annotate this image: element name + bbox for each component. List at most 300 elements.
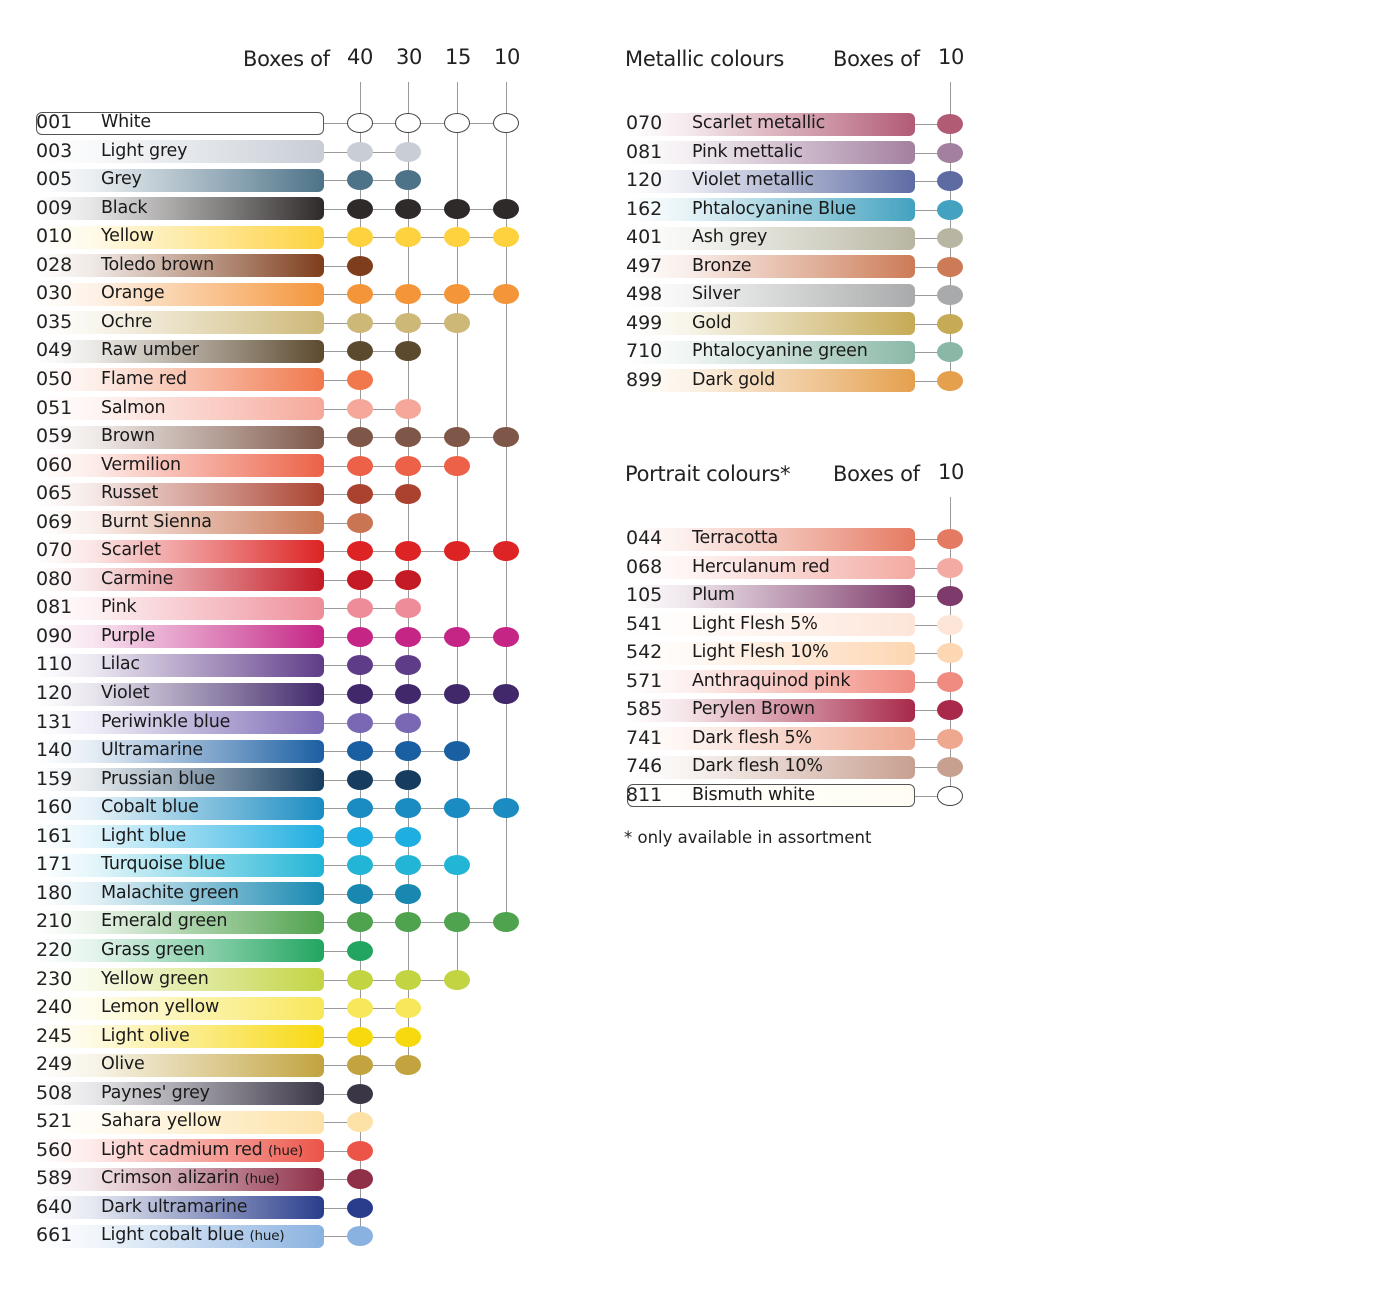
colour-code: 710 <box>626 340 663 362</box>
colour-name: Herculanum red <box>692 557 830 577</box>
colour-code: 161 <box>36 825 73 847</box>
portrait-availability-dot <box>937 529 963 549</box>
availability-dot-box-30 <box>395 142 421 162</box>
box-size-15: 15 <box>445 45 472 69</box>
colour-name-text: Purple <box>101 626 156 646</box>
colour-name-text: Grass green <box>101 940 205 960</box>
availability-dot-box-30 <box>395 741 421 761</box>
metallic-availability-dot <box>937 314 963 334</box>
colour-name <box>101 540 161 560</box>
portrait-availability-dot <box>937 615 963 635</box>
availability-dot-box-40 <box>347 884 373 904</box>
colour-name-text: Salmon <box>101 398 166 418</box>
portrait-availability-dot <box>937 700 963 720</box>
colour-name <box>101 1168 279 1188</box>
colour-code: 571 <box>626 670 663 692</box>
availability-dot-box-30 <box>395 855 421 875</box>
availability-dot-box-30 <box>395 770 421 790</box>
colour-swatch-bar <box>36 540 324 563</box>
colour-swatch-bar <box>36 1054 324 1077</box>
colour-name <box>101 797 199 817</box>
colour-swatch-bar <box>36 226 324 249</box>
colour-name-text: Flame red <box>101 369 187 389</box>
colour-swatch-bar <box>36 169 324 192</box>
availability-dot-box-15 <box>444 456 470 476</box>
portrait-availability-dot <box>937 586 963 606</box>
colour-name <box>101 626 155 646</box>
colour-name <box>101 883 239 903</box>
colour-swatch-bar <box>36 597 324 620</box>
colour-swatch-bar <box>36 426 324 449</box>
colour-name-text: Orange <box>101 283 165 303</box>
colour-name <box>101 340 199 360</box>
availability-dot-box-40 <box>347 855 373 875</box>
colour-name: Terracotta <box>692 528 779 548</box>
colour-code: 542 <box>626 641 663 663</box>
colour-name <box>101 226 154 246</box>
availability-dot-box-40 <box>347 1198 373 1218</box>
colour-code: 508 <box>36 1082 73 1104</box>
metallic-availability-dot <box>937 371 963 391</box>
portrait-title: Portrait colours* <box>625 462 791 486</box>
colour-code: 401 <box>626 226 663 248</box>
colour-name-text: Carmine <box>101 569 174 589</box>
colour-name <box>101 112 151 132</box>
colour-name-text: Burnt Sienna <box>101 512 212 532</box>
colour-name <box>101 854 225 874</box>
availability-dot-box-15 <box>444 227 470 247</box>
availability-dot-box-40 <box>347 199 373 219</box>
availability-dot-box-30 <box>395 998 421 1018</box>
colour-name: Violet metallic <box>692 170 814 190</box>
availability-dot-box-40 <box>347 370 373 390</box>
footnote-text: only available in assortment <box>637 828 872 847</box>
colour-name-text: Emerald green <box>101 911 228 931</box>
metallic-availability-dot <box>937 228 963 248</box>
availability-dot-box-15 <box>444 199 470 219</box>
colour-code: 230 <box>36 968 73 990</box>
availability-dot-box-40 <box>347 770 373 790</box>
availability-dot-box-15 <box>444 541 470 561</box>
colour-code: 120 <box>36 682 73 704</box>
colour-name-text: Pink <box>101 597 137 617</box>
metallic-availability-dot <box>937 257 963 277</box>
colour-name-text: Crimson alizarin <box>101 1168 245 1188</box>
colour-code: 746 <box>626 755 663 777</box>
availability-dot-box-30 <box>395 1027 421 1047</box>
availability-dot-box-30 <box>395 1055 421 1075</box>
box-size-30: 30 <box>396 45 423 69</box>
availability-dot-box-40 <box>347 741 373 761</box>
availability-dot-box-40 <box>347 1027 373 1047</box>
colour-name <box>101 969 209 989</box>
availability-dot-box-30 <box>395 627 421 647</box>
colour-code: 497 <box>626 255 663 277</box>
availability-dot-box-30 <box>395 655 421 675</box>
availability-dot-box-10 <box>493 684 519 704</box>
colour-name-text: Ultramarine <box>101 740 203 760</box>
availability-dot-box-40 <box>347 313 373 333</box>
colour-name: Perylen Brown <box>692 699 815 719</box>
colour-code: 070 <box>626 112 663 134</box>
availability-dot-box-30 <box>395 113 421 133</box>
colour-code: 003 <box>36 140 73 162</box>
colour-name <box>101 426 155 446</box>
colour-name <box>101 712 230 732</box>
availability-dot-box-40 <box>347 598 373 618</box>
colour-name-text: Sahara yellow <box>101 1111 222 1131</box>
colour-code: 044 <box>626 527 663 549</box>
colour-name: Bismuth white <box>692 785 815 805</box>
colour-swatch-bar <box>36 283 324 306</box>
colour-name <box>101 1054 145 1074</box>
footnote <box>624 828 871 847</box>
colour-swatch-bar <box>627 312 915 335</box>
colour-name <box>101 654 140 674</box>
colour-name <box>101 769 215 789</box>
availability-dot-box-40 <box>347 284 373 304</box>
colour-name: Light Flesh 10% <box>692 642 829 662</box>
availability-dot-box-15 <box>444 741 470 761</box>
colour-code: 070 <box>36 539 73 561</box>
metallic-availability-dot <box>937 143 963 163</box>
colour-name: Dark flesh 10% <box>692 756 823 776</box>
metallic-availability-dot <box>937 285 963 305</box>
colour-name-text: Lilac <box>101 654 140 674</box>
availability-dot-box-40 <box>347 827 373 847</box>
availability-dot-box-40 <box>347 941 373 961</box>
colour-name-suffix: (hue) <box>244 1171 280 1187</box>
colour-name <box>101 255 214 275</box>
availability-dot-box-10 <box>493 227 519 247</box>
colour-code: 049 <box>36 339 73 361</box>
colour-name-suffix: (hue) <box>249 1228 285 1244</box>
availability-dot-box-10 <box>493 427 519 447</box>
availability-dot-box-40 <box>347 798 373 818</box>
colour-name <box>101 826 186 846</box>
availability-dot-box-40 <box>347 1169 373 1189</box>
colour-swatch-bar <box>627 255 915 278</box>
availability-dot-box-40 <box>347 570 373 590</box>
availability-dot-box-30 <box>395 884 421 904</box>
colour-code: 120 <box>626 169 663 191</box>
metallic-availability-dot <box>937 171 963 191</box>
colour-name-text: Lemon yellow <box>101 997 220 1017</box>
availability-dot-box-15 <box>444 798 470 818</box>
colour-name-text: Black <box>101 198 148 218</box>
colour-name <box>101 169 142 189</box>
colour-name: Anthraquinod pink <box>692 671 851 691</box>
colour-name <box>101 483 158 503</box>
colour-name-text: White <box>101 112 151 132</box>
colour-name <box>101 997 219 1017</box>
colour-name <box>101 1111 221 1131</box>
availability-dot-box-15 <box>444 284 470 304</box>
colour-code: 001 <box>36 111 73 133</box>
colour-code: 131 <box>36 711 73 733</box>
colour-name-text: Prussian blue <box>101 769 216 789</box>
availability-dot-box-40 <box>347 998 373 1018</box>
colour-name-text: Scarlet <box>101 540 161 560</box>
colour-name <box>101 740 203 760</box>
colour-swatch-bar <box>36 568 324 591</box>
availability-dot-box-15 <box>444 427 470 447</box>
colour-swatch-bar <box>627 585 915 608</box>
colour-swatch-bar <box>36 654 324 677</box>
colour-name <box>101 940 205 960</box>
availability-dot-box-40 <box>347 684 373 704</box>
availability-dot-box-40 <box>347 427 373 447</box>
colour-name <box>101 1197 247 1217</box>
colour-name-text: Vermilion <box>101 455 181 475</box>
colour-code: 081 <box>626 141 663 163</box>
availability-dot-box-30 <box>395 341 421 361</box>
colour-name-text: Olive <box>101 1054 145 1074</box>
colour-name <box>101 569 173 589</box>
colour-code: 005 <box>36 168 73 190</box>
colour-name-suffix: (hue) <box>267 1143 303 1159</box>
availability-dot-box-40 <box>347 1112 373 1132</box>
availability-dot-box-30 <box>395 227 421 247</box>
availability-dot-box-40 <box>347 1141 373 1161</box>
availability-dot-box-40 <box>347 227 373 247</box>
colour-name: Phtalocyanine green <box>692 341 868 361</box>
colour-name-text: Ochre <box>101 312 153 332</box>
portrait-availability-dot <box>937 729 963 749</box>
availability-dot-box-10 <box>493 627 519 647</box>
colour-code: 050 <box>36 368 73 390</box>
portrait-availability-dot <box>937 672 963 692</box>
metallic-box-size: 10 <box>938 45 965 69</box>
colour-code: 035 <box>36 311 73 333</box>
colour-name <box>101 911 227 931</box>
colour-name <box>101 455 181 475</box>
colour-swatch-bar <box>627 284 915 307</box>
availability-dot-box-40 <box>347 713 373 733</box>
availability-dot-box-15 <box>444 313 470 333</box>
availability-dot-box-30 <box>395 199 421 219</box>
colour-code: 068 <box>626 556 663 578</box>
availability-dot-box-15 <box>444 684 470 704</box>
colour-code: 640 <box>36 1196 73 1218</box>
portrait-availability-dot <box>937 786 963 806</box>
colour-code: 160 <box>36 796 73 818</box>
colour-code: 090 <box>36 625 73 647</box>
colour-swatch-bar <box>36 483 324 506</box>
availability-dot-box-30 <box>395 284 421 304</box>
colour-name <box>101 198 147 218</box>
colour-name <box>101 1225 284 1245</box>
colour-code: 741 <box>626 727 663 749</box>
colour-name: Light Flesh 5% <box>692 614 818 634</box>
row-connector-line <box>324 751 457 752</box>
colour-code: 245 <box>36 1025 73 1047</box>
colour-code: 589 <box>36 1167 73 1189</box>
colour-name-text: Light cobalt blue <box>101 1225 250 1245</box>
colour-name <box>101 1083 210 1103</box>
availability-dot-box-15 <box>444 970 470 990</box>
colour-swatch-bar <box>627 227 915 250</box>
availability-dot-box-40 <box>347 456 373 476</box>
colour-code: 010 <box>36 225 73 247</box>
availability-dot-box-10 <box>493 113 519 133</box>
availability-dot-box-30 <box>395 684 421 704</box>
colour-code: 560 <box>36 1139 73 1161</box>
colour-name <box>101 283 164 303</box>
colour-code: 060 <box>36 454 73 476</box>
colour-name: Bronze <box>692 256 752 276</box>
colour-name: Dark gold <box>692 370 776 390</box>
colour-name <box>101 398 165 418</box>
colour-name-text: Light grey <box>101 141 188 161</box>
colour-name <box>101 369 187 389</box>
colour-code: 585 <box>626 698 663 720</box>
colour-name-text: Yellow <box>101 226 154 246</box>
row-connector-line <box>324 323 457 324</box>
availability-dot-box-30 <box>395 427 421 447</box>
colour-code: 069 <box>36 511 73 533</box>
availability-dot-box-30 <box>395 827 421 847</box>
metallic-title: Metallic colours <box>625 47 785 71</box>
metallic-boxes-of-label: Boxes of <box>833 47 920 71</box>
colour-name <box>101 141 187 161</box>
colour-name <box>101 312 152 332</box>
colour-name: Ash grey <box>692 227 768 247</box>
availability-dot-box-30 <box>395 541 421 561</box>
colour-name-text: Paynes' grey <box>101 1083 210 1103</box>
colour-name <box>101 597 136 617</box>
availability-dot-box-15 <box>444 627 470 647</box>
colour-name: Scarlet metallic <box>692 113 826 133</box>
row-connector-line <box>324 865 457 866</box>
availability-dot-box-40 <box>347 1055 373 1075</box>
colour-code: 065 <box>36 482 73 504</box>
availability-dot-box-40 <box>347 627 373 647</box>
availability-dot-box-10 <box>493 541 519 561</box>
colour-name-text: Light cadmium red <box>101 1140 268 1160</box>
metallic-availability-dot <box>937 114 963 134</box>
row-connector-line <box>324 980 457 981</box>
availability-dot-box-30 <box>395 313 421 333</box>
availability-dot-box-40 <box>347 541 373 561</box>
portrait-availability-dot <box>937 757 963 777</box>
availability-dot-box-40 <box>347 399 373 419</box>
availability-dot-box-10 <box>493 199 519 219</box>
colour-code: 051 <box>36 397 73 419</box>
colour-code: 059 <box>36 425 73 447</box>
colour-code: 028 <box>36 254 73 276</box>
availability-dot-box-15 <box>444 855 470 875</box>
availability-dot-box-40 <box>347 170 373 190</box>
availability-dot-box-30 <box>395 713 421 733</box>
colour-code: 009 <box>36 197 73 219</box>
colour-swatch-bar <box>36 311 324 334</box>
availability-dot-box-30 <box>395 912 421 932</box>
availability-dot-box-10 <box>493 798 519 818</box>
availability-dot-box-30 <box>395 970 421 990</box>
availability-dot-box-40 <box>347 256 373 276</box>
colour-name-text: Grey <box>101 169 142 189</box>
colour-code: 162 <box>626 198 663 220</box>
availability-dot-box-15 <box>444 113 470 133</box>
colour-code: 541 <box>626 613 663 635</box>
colour-name-text: Brown <box>101 426 155 446</box>
metallic-availability-dot <box>937 342 963 362</box>
colour-name: Gold <box>692 313 732 333</box>
availability-dot-box-40 <box>347 142 373 162</box>
colour-code: 521 <box>36 1110 73 1132</box>
availability-dot-box-40 <box>347 1084 373 1104</box>
colour-name <box>101 1026 190 1046</box>
availability-dot-box-40 <box>347 970 373 990</box>
availability-dot-box-40 <box>347 341 373 361</box>
colour-name-text: Russet <box>101 483 159 503</box>
portrait-availability-dot <box>937 643 963 663</box>
colour-name-text: Toledo brown <box>101 255 215 275</box>
colour-name-text: Light olive <box>101 1026 190 1046</box>
main-boxes-of-label: Boxes of <box>243 47 330 71</box>
availability-dot-box-40 <box>347 1226 373 1246</box>
metallic-availability-dot <box>937 200 963 220</box>
colour-name: Plum <box>692 585 735 605</box>
colour-name-text: Dark ultramarine <box>101 1197 248 1217</box>
colour-name: Silver <box>692 284 740 304</box>
colour-name-text: Violet <box>101 683 150 703</box>
colour-code: 499 <box>626 312 663 334</box>
colour-name-text: Raw umber <box>101 340 199 360</box>
availability-dot-box-10 <box>493 284 519 304</box>
colour-code: 081 <box>36 596 73 618</box>
availability-dot-box-40 <box>347 484 373 504</box>
availability-dot-box-10 <box>493 912 519 932</box>
portrait-availability-dot <box>937 558 963 578</box>
colour-code: 140 <box>36 739 73 761</box>
colour-name-text: Cobalt blue <box>101 797 199 817</box>
availability-dot-box-30 <box>395 570 421 590</box>
row-connector-line <box>324 466 457 467</box>
colour-code: 180 <box>36 882 73 904</box>
colour-name-text: Periwinkle blue <box>101 712 231 732</box>
colour-code: 171 <box>36 853 73 875</box>
colour-code: 811 <box>626 784 663 806</box>
colour-code: 159 <box>36 768 73 790</box>
colour-code: 661 <box>36 1224 73 1246</box>
availability-dot-box-40 <box>347 513 373 533</box>
colour-name-text: Yellow green <box>101 969 209 989</box>
colour-swatch-bar <box>36 112 324 135</box>
colour-code: 030 <box>36 282 73 304</box>
availability-dot-box-30 <box>395 399 421 419</box>
availability-dot-box-40 <box>347 655 373 675</box>
availability-dot-box-30 <box>395 598 421 618</box>
availability-dot-box-40 <box>347 912 373 932</box>
colour-code: 080 <box>36 568 73 590</box>
colour-code: 110 <box>36 653 73 675</box>
colour-swatch-bar <box>36 683 324 706</box>
availability-dot-box-30 <box>395 484 421 504</box>
box-size-10: 10 <box>494 45 521 69</box>
colour-name <box>101 683 149 703</box>
availability-dot-box-40 <box>347 113 373 133</box>
colour-code: 240 <box>36 996 73 1018</box>
colour-name <box>101 1140 303 1160</box>
colour-name-text: Light blue <box>101 826 187 846</box>
colour-code: 249 <box>36 1053 73 1075</box>
availability-dot-box-30 <box>395 456 421 476</box>
colour-name <box>101 512 212 532</box>
colour-swatch-bar <box>36 397 324 420</box>
colour-code: 498 <box>626 283 663 305</box>
